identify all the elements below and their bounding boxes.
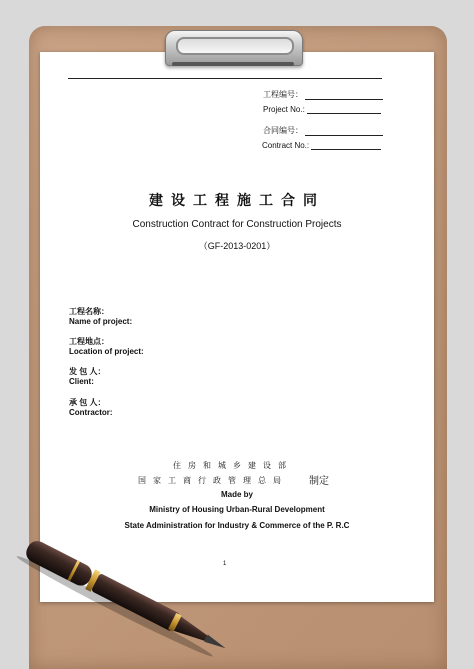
- contractor-cn-label: 承 包 人：: [69, 398, 106, 407]
- clip-handle: [176, 37, 294, 55]
- contract-no-en-field: [262, 141, 381, 150]
- page-number: 1: [223, 561, 227, 567]
- client-en-label: Client:: [69, 377, 94, 386]
- contract-no-en-line: [311, 149, 381, 150]
- contract-no-cn-label: 合同编号：: [263, 126, 303, 135]
- contract-title-chinese: 建设工程施工合同: [149, 193, 325, 209]
- issuer-administration-cn: 国家工商行政管理总局: [138, 476, 288, 485]
- project-no-cn-line: [305, 99, 383, 100]
- header-rule: [68, 78, 382, 79]
- contract-code: （GF-2013-0201）: [198, 241, 276, 251]
- project-no-cn-label: 工程编号：: [263, 90, 303, 99]
- project-no-cn-field: [263, 89, 383, 100]
- contract-no-cn-line: [305, 135, 383, 136]
- location-cn-label: 工程地点：: [69, 337, 109, 346]
- issuer-ministry-cn: 住房和城乡建设部: [173, 461, 293, 470]
- project-no-en-label: Project No.:: [263, 105, 305, 114]
- project-no-en-field: [263, 105, 381, 114]
- contract-title-english: Construction Contract for Construction Projects: [132, 219, 342, 230]
- made-cn-label: 制定: [309, 476, 329, 487]
- location-en-label: Location of project:: [69, 347, 144, 356]
- clipboard-clip: [165, 30, 303, 66]
- issuer-ministry-en: Ministry of Housing Urban-Rural Development: [149, 505, 325, 514]
- issuer-administration-en: State Administration for Industry & Commerce of the P. R.C: [124, 521, 350, 530]
- contract-no-cn-field: [263, 125, 383, 136]
- clip-lip: [172, 62, 294, 66]
- project-name-cn-label: 工程名称：: [69, 307, 109, 316]
- project-name-en-label: Name of project:: [69, 317, 133, 326]
- contract-no-en-label: Contract No.:: [262, 141, 310, 150]
- fountain-pen-icon: [0, 540, 250, 669]
- project-no-en-line: [307, 113, 381, 114]
- made-by-label: Made by: [220, 490, 253, 499]
- client-cn-label: 发 包 人：: [69, 367, 106, 376]
- contractor-en-label: Contractor:: [69, 408, 113, 417]
